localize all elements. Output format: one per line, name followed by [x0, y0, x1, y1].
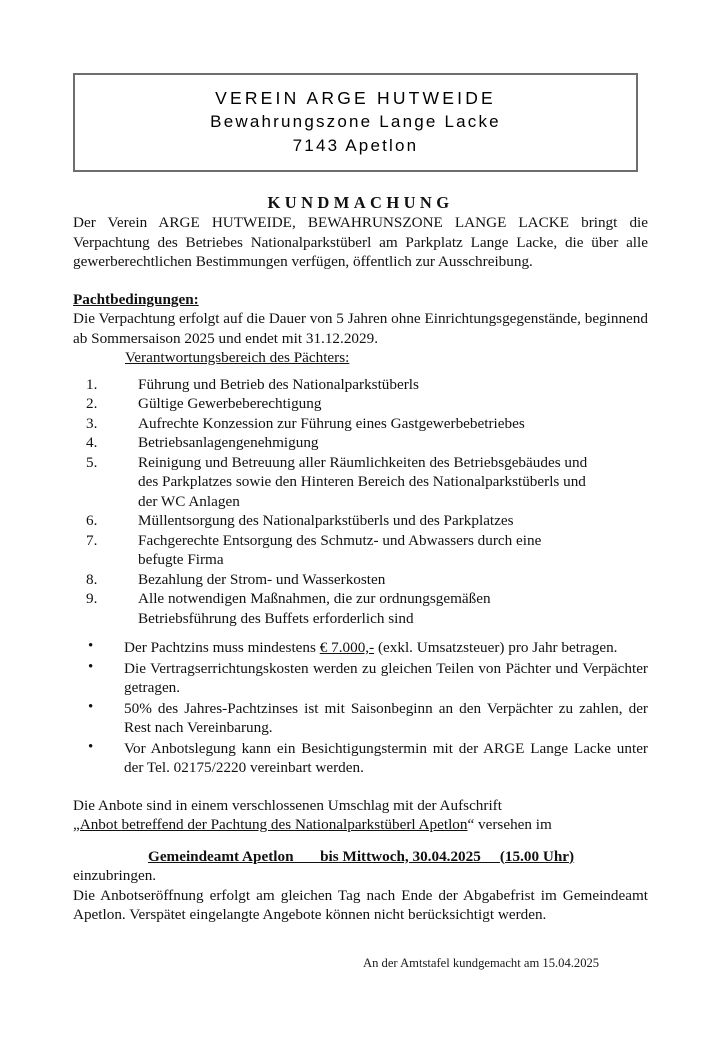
list-item-line: Aufrechte Konzession zur Führung eines Gastgewerbebetriebes: [138, 414, 525, 432]
list-marker: 8.: [86, 570, 98, 588]
organization-address: 7143 Apetlon: [292, 136, 419, 155]
list-item-line: Bezahlung der Strom- und Wasserkosten: [138, 570, 386, 588]
rent-amount: € 7.000,-: [319, 639, 375, 656]
terms-bullet-list: [73, 638, 648, 778]
list-item: [88, 699, 648, 738]
list-item-line: Gültige Gewerbeberechtigung: [138, 395, 322, 412]
responsibilities-list: [73, 375, 648, 629]
list-marker: 1.: [86, 375, 98, 393]
deadline-text: Gemeindeamt Apetlon bis Mittwoch, 30.04.2025 (15.00 Uhr): [148, 847, 575, 865]
bullet-icon: •: [88, 738, 94, 755]
page-title: KUNDMACHUNG: [267, 193, 454, 212]
bullet-text: Vor Anbotslegung kann ein Besichtigungstermin mit der ARGE Lange Lacke unter der Tel. 02175/2220 vereinbart werden.: [124, 739, 648, 776]
conditions-text: Die Verpachtung erfolgt auf die Dauer von 5 Jahren ohne Einrichtungsgegenstände, beginnend ab Sommersaison 2025 und endet mit 31.12.2029.: [73, 310, 648, 347]
deadline-row: [73, 847, 648, 867]
bullet-text: 50% des Jahres-Pachtzinses ist mit Saisonbeginn an den Verpächter zu zahlen, der Rest nach Vereinbarung.: [124, 699, 648, 736]
list-item-line: Führung und Betrieb des Nationalparkstüberls: [138, 375, 419, 393]
organization-header-box: [73, 73, 638, 172]
opening-note-paragraph: Die Anbotseröffnung erfolgt am gleichen Tag nach Ende der Abgabefrist im Gemeindeamt Apetlon. Verspätet eingelangte Angebote können nicht berücksichtigt werden.: [73, 886, 648, 923]
document-content: [73, 73, 648, 925]
list-item: [86, 589, 648, 628]
list-item-line: der WC Anlagen: [138, 492, 240, 510]
list-item: [86, 394, 648, 414]
envelope-inscription-tail: “ versehen im: [467, 816, 552, 833]
list-marker: 2.: [86, 395, 98, 412]
list-item-line: des Parkplatzes sowie den Hinteren Bereich des Nationalparkstüberls und: [138, 473, 586, 490]
bullet-icon: •: [88, 698, 94, 715]
organization-name: VEREIN ARGE HUTWEIDE: [215, 88, 496, 108]
list-item: [86, 453, 648, 512]
organization-zone: Bewahrungszone Lange Lacke: [210, 112, 501, 131]
list-item-line: Fachgerechte Entsorgung des Schmutz- und Abwassers durch eine: [138, 531, 542, 549]
list-marker: 5.: [86, 453, 98, 471]
list-item-line: Betriebsführung des Buffets erforderlich sind: [138, 609, 414, 627]
responsibilities-subheading: Verantwortungsbereich des Pächters:: [125, 349, 350, 366]
list-marker: 9.: [86, 590, 98, 607]
list-item: [86, 433, 648, 453]
list-item: [88, 659, 648, 698]
bullet-text-post: (exkl. Umsatzsteuer) pro Jahr betragen.: [374, 639, 618, 656]
submission-line-1: Die Anbote sind in einem verschlossenen Umschlag mit der Aufschrift: [73, 796, 502, 814]
list-item-line: Reinigung und Betreuung aller Räumlichkeiten des Betriebsgebäudes und: [138, 453, 588, 471]
list-item: [88, 638, 648, 658]
bullet-icon: •: [88, 658, 94, 675]
list-item-line: Alle notwendigen Maßnahmen, die zur ordnungsgemäßen: [138, 590, 491, 607]
list-item-line: Müllentsorgung des Nationalparkstüberls und des Parkplatzes: [138, 512, 514, 529]
list-item-line: Betriebsanlagengenehmigung: [138, 434, 319, 451]
intro-paragraph: Der Verein ARGE HUTWEIDE, BEWAHRUNSZONE LANGE LACKE bringt die Verpachtung des Betriebes Nationalparkstüberl am Parkplatz Lange Lacke, die über alle gewerberechtlichen Bestimmungen verfügen, öffentlich zur Ausschreibung.: [73, 214, 648, 270]
submission-closing: einzubringen.: [73, 867, 157, 884]
bullet-text-pre: Der Pachtzins muss mindestens: [124, 639, 320, 656]
list-item: [88, 739, 648, 778]
amtstafel-footer: An der Amtstafel kundgemacht am 15.04.2025: [363, 956, 600, 970]
submission-line-2: [73, 815, 648, 835]
list-item: [86, 570, 648, 590]
list-marker: 4.: [86, 434, 98, 451]
submission-section: [73, 796, 648, 835]
conditions-section: [73, 290, 648, 349]
list-marker: 3.: [86, 414, 98, 432]
list-item: [86, 531, 648, 570]
envelope-inscription: „Anbot betreffend der Pachtung des Nationalparkstüberl Apetlon: [73, 816, 468, 833]
conditions-heading: Pachtbedingungen:: [73, 290, 199, 308]
bullet-icon: •: [88, 638, 94, 654]
bullet-text: Die Vertragserrichtungskosten werden zu gleichen Teilen von Pächter und Verpächter getragen.: [124, 659, 648, 696]
list-item: [86, 414, 648, 434]
list-item: [86, 375, 648, 395]
list-marker: 6.: [86, 512, 98, 529]
list-item: [86, 511, 648, 531]
list-marker: 7.: [86, 531, 98, 549]
list-item-line: befugte Firma: [138, 551, 224, 568]
